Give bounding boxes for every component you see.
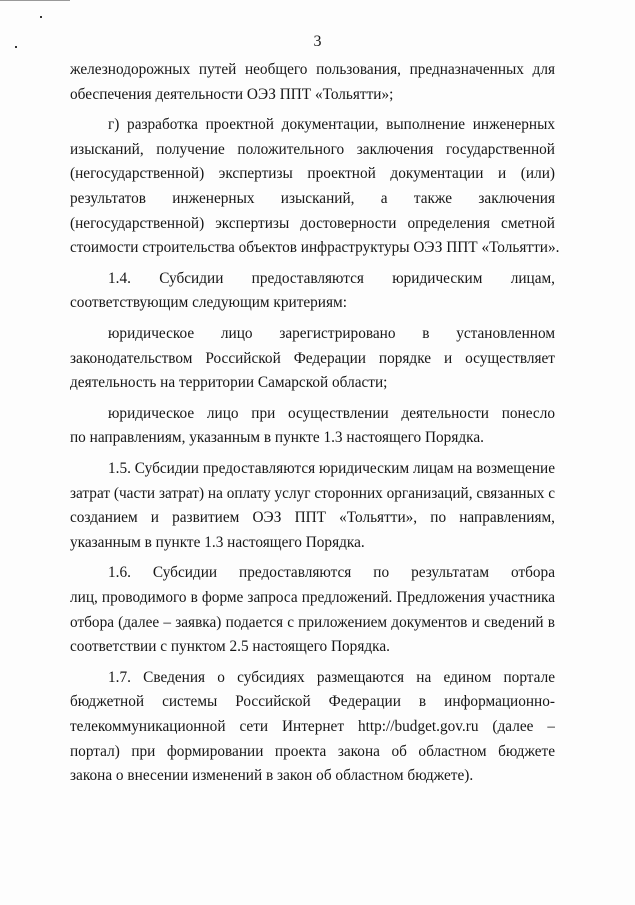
text-line: деятельность на территории Самарской области; xyxy=(70,374,388,392)
scan-artifact xyxy=(40,16,42,18)
text-line: лиц, проводимого в форме запроса предложений. Предложения участника xyxy=(70,589,555,606)
text-line: телекоммуникационной сети Интернет http://budget.gov.ru (далее – xyxy=(70,718,555,735)
text-line: 1.7. Сведения о субсидиях размещаются на едином портале xyxy=(108,668,555,686)
text-line: соответствующим следующим критериям: xyxy=(70,294,347,312)
text-line: законодательством Российской Федерации порядке и осуществляет xyxy=(70,349,555,367)
text-line: закона о внесении изменений в закон об областном бюджете). xyxy=(70,767,474,785)
text-line: затрат (части затрат) на оплату услуг сторонних организаций, связанных с xyxy=(70,484,555,502)
text-line: по направлениям, указанным в пункте 1.3 настоящего Порядка. xyxy=(70,429,484,447)
text-line: г) разработка проектной документации, выполнение инженерных xyxy=(108,116,555,134)
text-line: 1.5. Субсидии предоставляются юридическим лицам на возмещение xyxy=(108,460,555,477)
text-line: портал) при формировании проекта закона об областном бюджете xyxy=(70,742,555,760)
text-line: юридическое лицо при осуществлении деятельности понесло xyxy=(108,404,555,422)
scan-artifact xyxy=(0,0,70,1)
text-line: отбора (далее – заявка) подается с приложением документов и сведений в xyxy=(70,613,555,631)
text-line: (негосударственной) экспертизы достоверности определения сметной xyxy=(70,214,555,232)
page-number: 3 xyxy=(313,33,322,50)
text-line: 1.4. Субсидии предоставляются юридическим лицам, xyxy=(108,269,555,287)
text-line: стоимости строительства объектов инфраструктуры ОЭЗ ППТ «Тольятти». xyxy=(70,239,560,257)
text-line: железнодорожных путей необщего пользования, предназначенных для xyxy=(70,61,555,78)
text-line: юридическое лицо зарегистрировано в установленном xyxy=(108,325,555,342)
text-line: соответствии с пунктом 2.5 настоящего Порядка. xyxy=(70,638,390,656)
text-line: созданием и развитием ОЭЗ ППТ «Тольятти», по направлениям, xyxy=(70,509,555,527)
text-line: изысканий, получение положительного заключения государственной xyxy=(70,140,555,158)
text-line: 1.6. Субсидии предоставляются по результатам отбора xyxy=(108,564,555,582)
text-line: результатов инженерных изысканий, а также заключения xyxy=(70,190,555,207)
text-line: бюджетной системы Российской Федерации в информационно- xyxy=(70,693,555,711)
text-line: обеспечения деятельности ОЭЗ ППТ «Тольятти»; xyxy=(70,85,394,103)
text-line: указанным в пункте 1.3 настоящего Порядка. xyxy=(70,533,365,551)
text-line: (негосударственной) экспертизы проектной документации и (или) xyxy=(70,165,555,183)
